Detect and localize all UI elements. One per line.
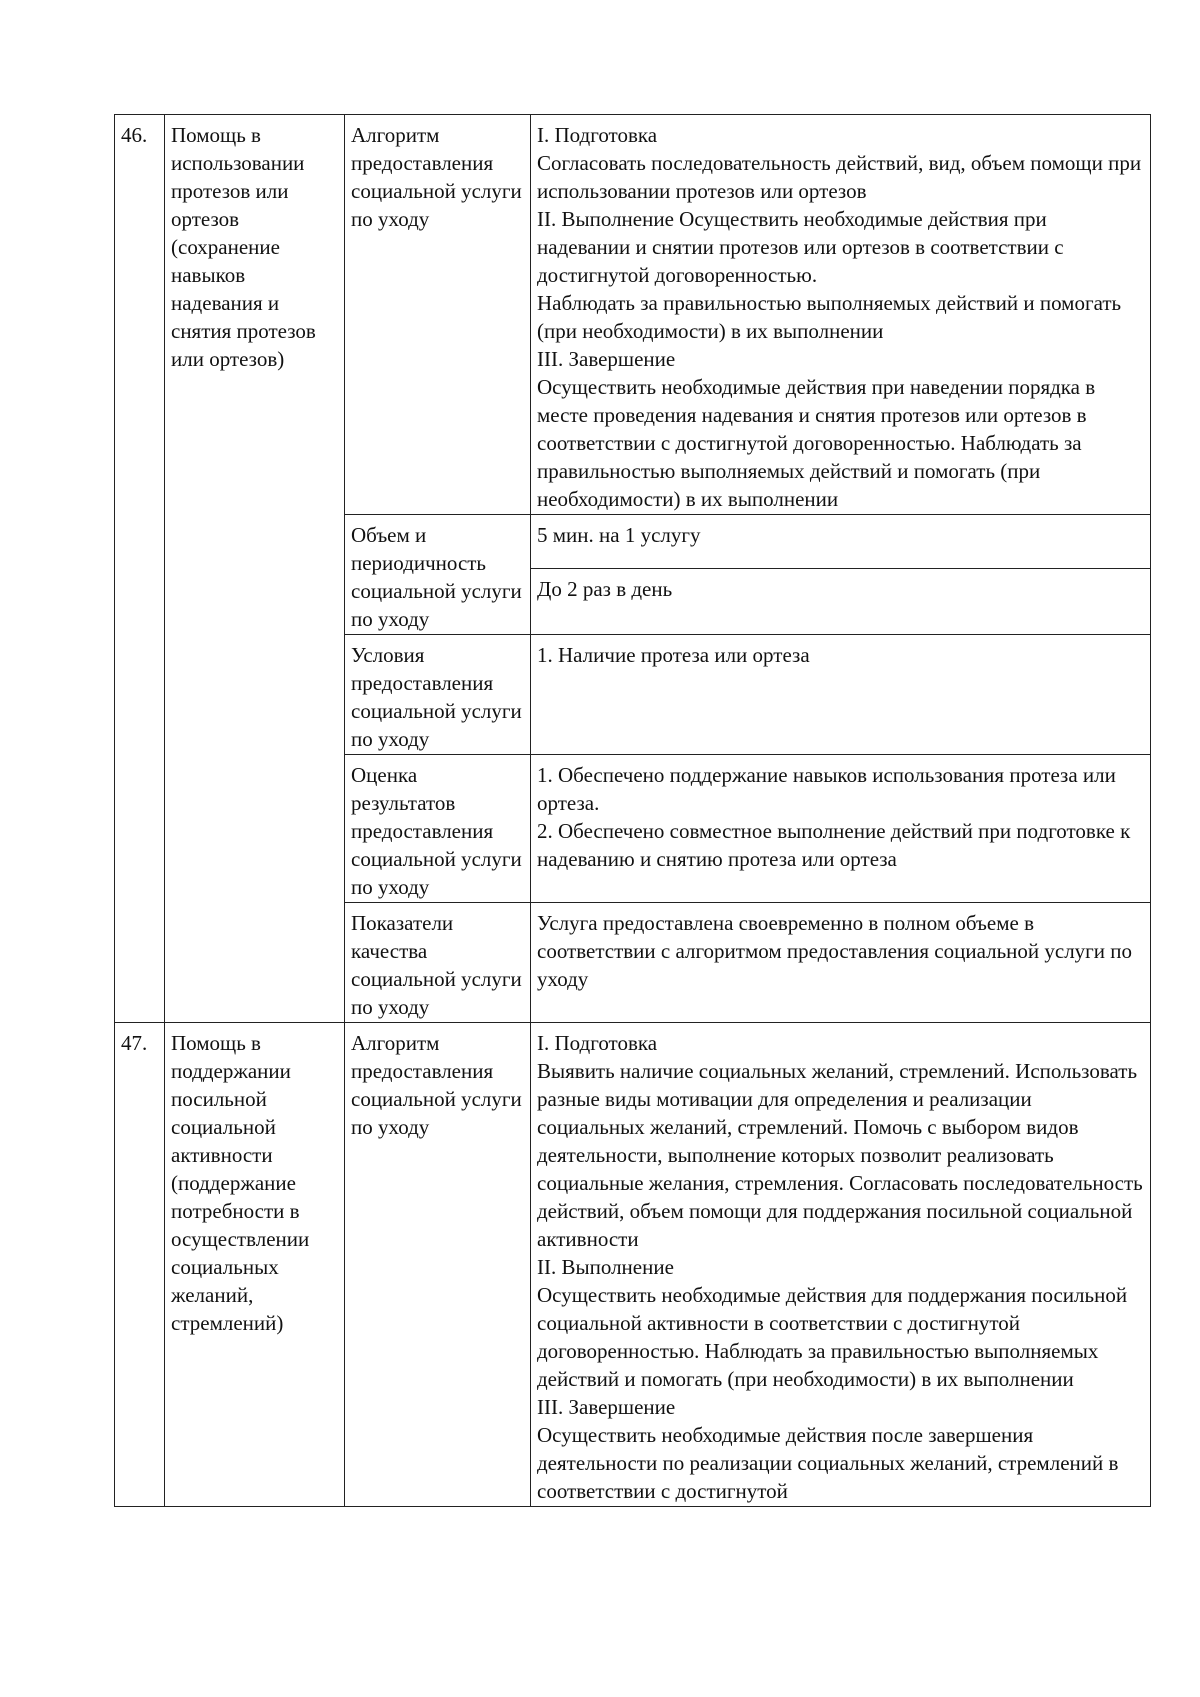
table-row	[115, 115, 1151, 515]
service-number: 46.	[121, 123, 148, 147]
param-label-quality: Показатели качества социальной услуги по уходу	[351, 911, 522, 1019]
evaluation-text: 1. Обеспечено поддержание навыков использования протеза или ортеза. 2. Обеспечено совместное выполнение действий при подготовке к надеванию и снятию протеза или ортеза	[537, 763, 1131, 871]
param-label-evaluation: Оценка результатов предоставления социальной услуги по уходу	[351, 763, 522, 899]
service-name-cell	[165, 115, 345, 1023]
param-label-cell	[345, 115, 531, 515]
param-value-cell	[531, 1023, 1151, 1507]
param-value-cell	[531, 755, 1151, 903]
param-value-cell	[531, 635, 1151, 755]
param-label-algorithm: Алгоритм предоставления социальной услуги по уходу	[351, 123, 522, 231]
table-row	[115, 1023, 1151, 1507]
param-value-cell	[531, 569, 1151, 635]
service-number-cell	[115, 1023, 165, 1507]
algorithm-text: I. Подготовка Выявить наличие социальных желаний, стремлений. Использовать разные виды мотивации для определения и реализации социальных желаний, стремлений. Помочь с выбором видов деятельности, выполнение которых позволит реализовать социальные желания, стремления. Согласовать последовательность действий, объем помощи для поддержания посильной социальной активности II. Выполнение Осуществить необходимые действия для поддержания посильной социальной активности в соответствии с достигнутой договоренностью. Наблюдать за правильностью выполняемых действий и помогать (при необходимости) в их выполнении III. Завершение Осуществить необходимые действия после завершения деятельности по реализации социальных желаний, стремлений в соответствии с достигнутой	[537, 1031, 1143, 1503]
algorithm-text: I. Подготовка Согласовать последовательность действий, вид, объем помощи при использовании протезов или ортезов II. Выполнение Осуществить необходимые действия при надевании и снятии протезов или ортезов в соответствии с достигнутой договоренностью. Наблюдать за правильностью выполняемых действий и помогать (при необходимости) в их выполнении III. Завершение Осуществить необходимые действия при наведении порядка в месте проведения надевания и снятия протезов или ортезов в соответствии с достигнутой договоренностью. Наблюдать за правильностью выполняемых действий и помогать (при необходимости) в их выполнении	[537, 123, 1142, 511]
param-label-conditions: Условия предоставления социальной услуги по уходу	[351, 643, 522, 751]
service-name-cell	[165, 1023, 345, 1507]
conditions-text: 1. Наличие протеза или ортеза	[537, 643, 810, 667]
service-name: Помощь в поддержании посильной социальной активности (поддержание потребности в осуществлении социальных желаний, стремлений)	[171, 1031, 310, 1335]
service-number: 47.	[121, 1031, 148, 1055]
param-value-cell	[531, 515, 1151, 569]
param-label-cell	[345, 1023, 531, 1507]
services-table	[114, 114, 1151, 1507]
volume-frequency: До 2 раз в день	[537, 577, 673, 601]
param-label-volume: Объем и периодичность социальной услуги по уходу	[351, 523, 522, 631]
param-label-cell	[345, 755, 531, 903]
quality-text: Услуга предоставлена своевременно в полном объеме в соответствии с алгоритмом предоставления социальной услуги по уходу	[537, 911, 1133, 991]
param-label-cell	[345, 635, 531, 755]
param-value-cell	[531, 115, 1151, 515]
service-name: Помощь в использовании протезов или ортезов (сохранение навыков надевания и снятия протезов или ортезов)	[171, 123, 316, 371]
param-label-algorithm: Алгоритм предоставления социальной услуги по уходу	[351, 1031, 522, 1139]
volume-amount: 5 мин. на 1 услугу	[537, 523, 701, 547]
param-label-cell	[345, 515, 531, 635]
param-label-cell	[345, 903, 531, 1023]
service-number-cell	[115, 115, 165, 1023]
param-value-cell	[531, 903, 1151, 1023]
